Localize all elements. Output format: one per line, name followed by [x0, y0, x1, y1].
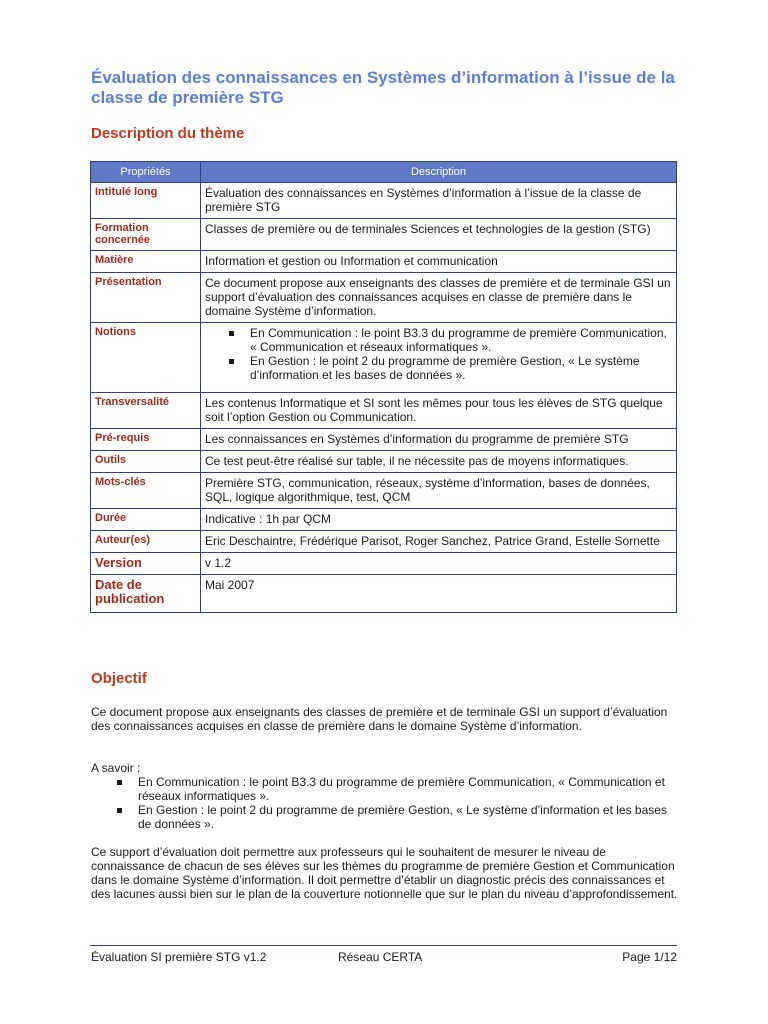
row-label: Durée	[91, 509, 201, 531]
page-title: Évaluation des connaissances en Systèmes d’information à l’issue de la classe de première STG	[91, 68, 675, 107]
table-header-row	[91, 162, 677, 183]
row-label: Outils	[91, 451, 201, 473]
table-row	[91, 393, 677, 429]
table-row	[91, 509, 677, 531]
properties-table	[90, 161, 677, 613]
table-row	[91, 273, 677, 323]
row-label: Auteur(es)	[91, 531, 201, 553]
table-row	[91, 251, 677, 273]
row-value: Les contenus Informatique et SI sont les mêmes pour tous les élèves de STG quelque soit l’option Gestion ou Communication.	[201, 393, 677, 429]
row-label: Matière	[91, 251, 201, 273]
table-row	[91, 183, 677, 219]
list-item: En Gestion : le point 2 du programme de première Gestion, « Le système d’information et les bases de données ».	[138, 803, 681, 831]
row-label: Pré-requis	[91, 429, 201, 451]
row-value: Information et gestion ou Information et communication	[201, 251, 677, 273]
column-header-description: Description	[201, 162, 677, 183]
row-value: Ce test peut-être réalisé sur table, il ne nécessite pas de moyens informatiques.	[201, 451, 677, 473]
table-row	[91, 553, 677, 575]
table-row	[91, 323, 677, 393]
objectif-paragraph: Ce document propose aux enseignants des classes de première et de terminale GSI un support d’évaluation des connaissances acquises en classe de première dans le domaine Système d’information.	[91, 705, 668, 733]
row-value: Ce document propose aux enseignants des classes de première et de terminale GSI un support d’évaluation des connaissances acquises en classe de première dans le domaine Système d’information.	[201, 273, 677, 323]
row-label: Présentation	[91, 273, 201, 323]
row-label: Version	[91, 553, 201, 575]
row-label: Transversalité	[91, 393, 201, 429]
table-row	[91, 473, 677, 509]
footer-divider	[90, 945, 677, 946]
list-item: En Gestion : le point 2 du programme de première Gestion, « Le système d’information et les bases de données ».	[250, 354, 672, 382]
table-row	[91, 451, 677, 473]
description-heading: Description du thème	[91, 125, 245, 142]
table-row	[91, 219, 677, 251]
row-value: v 1.2	[201, 553, 677, 575]
list-item: En Communication : le point B3.3 du programme de première Communication, « Communication et réseaux informatiques ».	[250, 326, 672, 354]
footer-network: Réseau CERTA	[338, 950, 423, 964]
table-row	[91, 575, 677, 613]
row-value: Mai 2007	[201, 575, 677, 613]
row-value: Classes de première ou de terminales Sciences et technologies de la gestion (STG)	[201, 219, 677, 251]
row-label: Notions	[91, 323, 201, 393]
list-item: En Communication : le point B3.3 du programme de première Communication, « Communication et réseaux informatiques ».	[138, 775, 681, 803]
row-value: Première STG, communication, réseaux, système d’information, bases de données, SQL, logique algorithmique, test, QCM	[201, 473, 677, 509]
row-label: Mots-clés	[91, 473, 201, 509]
objectif-heading: Objectif	[91, 670, 147, 687]
row-value: Évaluation des connaissances en Systèmes d’information à l’issue de la classe de première STG	[201, 183, 677, 219]
notions-list	[205, 326, 672, 382]
row-label: Intitulé long	[91, 183, 201, 219]
table-row	[91, 429, 677, 451]
row-value: Les connaissances en Systèmes d’information du programme de première STG	[201, 429, 677, 451]
column-header-properties: Propriétés	[91, 162, 201, 183]
row-value: Eric Deschaintre, Frédérique Parisot, Roger Sanchez, Patrice Grand, Estelle Sornette	[201, 531, 677, 553]
row-label: Date de publication	[91, 575, 201, 613]
footer-page-number: Page 1/12	[622, 950, 677, 964]
row-value: Indicative : 1h par QCM	[201, 509, 677, 531]
row-value	[201, 323, 677, 393]
row-label: Formation concernée	[91, 219, 201, 251]
a-savoir-label: A savoir :	[91, 761, 141, 775]
footer-document-title: Évaluation SI première STG v1.2	[91, 950, 267, 964]
table-row	[91, 531, 677, 553]
objectif-list	[91, 775, 681, 831]
objectif-paragraph-2: Ce support d’évaluation doit permettre aux professeurs qui le souhaitent de mesurer le niveau de connaissance de chacun de ses élèves sur les thèmes du programme de première Gestion et Communication dans le domaine Système d’information. Il doit permettre d’établir un diagnostic précis des connaissances et des lacunes aussi bien sur le plan de la couverture notionnelle que sur le plan du niveau d’approfondissement.	[91, 845, 678, 901]
